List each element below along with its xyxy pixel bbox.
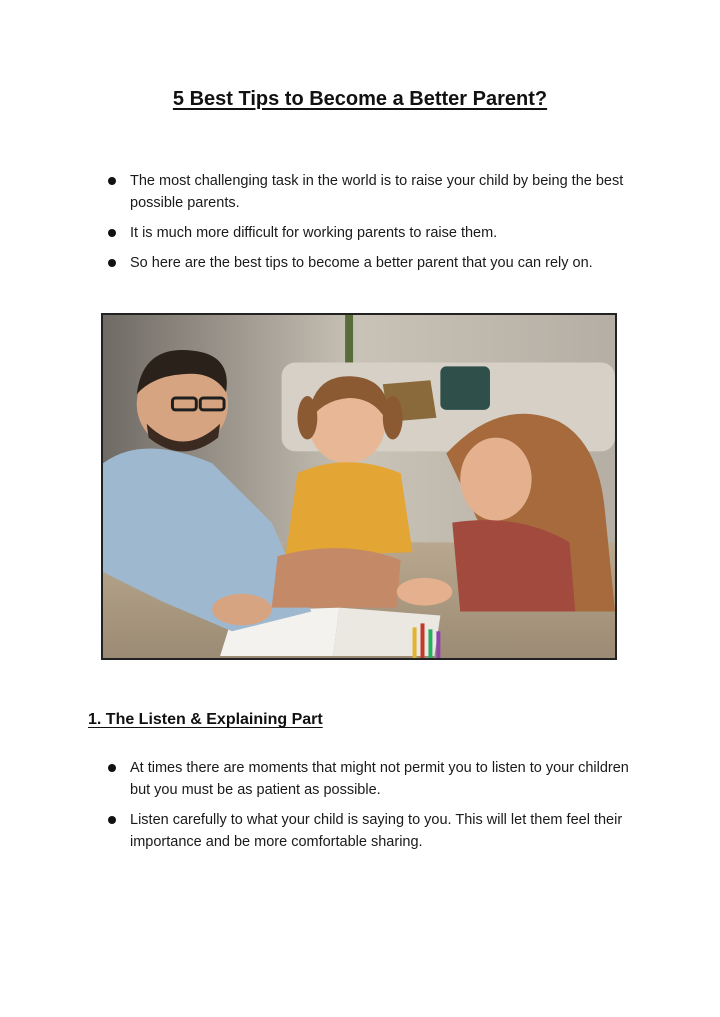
bullet-icon <box>108 177 116 185</box>
pencil <box>413 627 417 658</box>
section1-bullet-list <box>108 757 648 861</box>
mother-arm <box>397 578 453 606</box>
list-item <box>108 757 648 801</box>
child-legs <box>272 548 401 607</box>
bullet-icon <box>108 816 116 824</box>
list-item <box>108 222 648 244</box>
pencil <box>436 631 440 658</box>
list-item <box>108 252 648 274</box>
bullet-icon <box>108 764 116 772</box>
child-dress <box>286 462 413 556</box>
sofa-cushion <box>440 366 490 409</box>
list-item-text: So here are the best tips to become a better parent that you can rely on. <box>130 255 593 271</box>
bullet-icon <box>108 229 116 237</box>
father-hand <box>212 594 272 626</box>
list-item-text: It is much more difficult for working parents to raise them. <box>130 225 498 241</box>
child-pigtail <box>383 396 403 439</box>
list-item <box>108 809 648 853</box>
bullet-icon <box>108 259 116 267</box>
pencil <box>428 629 432 658</box>
section-heading: 1. The Listen & Explaining Part <box>88 711 323 728</box>
pencil <box>421 623 425 658</box>
list-item <box>108 170 648 214</box>
list-item-text: At times there are moments that might not permit you to listen to your children but you must be as patient as possible. <box>130 760 629 798</box>
child-pigtail <box>297 396 317 439</box>
page-title: 5 Best Tips to Become a Better Parent? <box>172 88 548 110</box>
list-item-text: The most challenging task in the world is to raise your child by being the best possible parents. <box>130 173 624 211</box>
family-photo-illustration <box>103 315 615 658</box>
family-photo <box>101 313 617 660</box>
list-item-text: Listen carefully to what your child is saying to you. This will let them feel their importance and be more comfortable sharing. <box>130 812 623 850</box>
mother-face <box>460 438 531 521</box>
intro-bullet-list <box>108 170 648 282</box>
